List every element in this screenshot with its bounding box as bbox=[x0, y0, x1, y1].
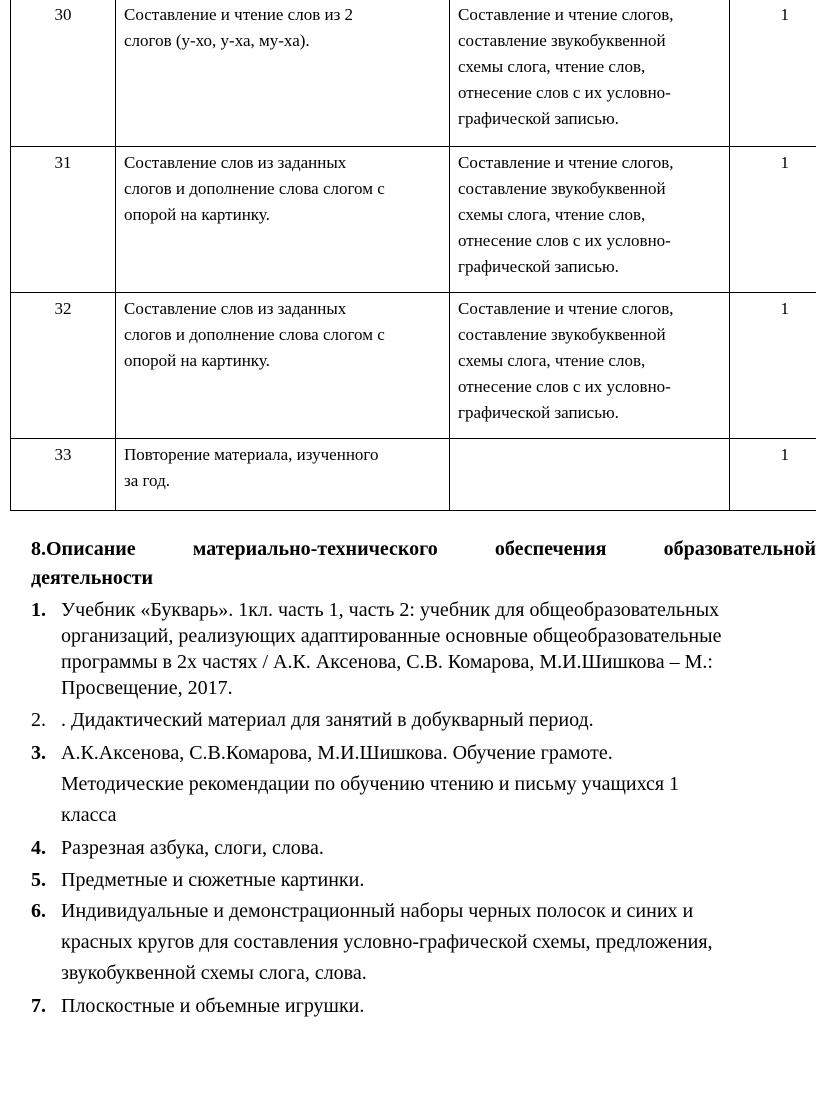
lesson-number: 31 bbox=[11, 147, 116, 293]
section-heading: 8.Описание материально-технического обеспечения образовательной bbox=[31, 538, 816, 560]
section-heading-continuation: деятельности bbox=[31, 567, 154, 589]
list-marker: 3. bbox=[31, 742, 46, 764]
list-item-text: . Дидактический материал для занятий в добукварный период. bbox=[61, 709, 594, 731]
list-item-text: Индивидуальные и демонстрационный наборы черных полосок и синих и красных кругов для составления условно-графической схемы, предложения, звукобуквенной схемы слога, слова. bbox=[61, 900, 713, 984]
resource-list bbox=[31, 597, 816, 1021]
list-marker: 7. bbox=[31, 995, 46, 1017]
materials-section bbox=[31, 535, 816, 1021]
lesson-hours: 1 bbox=[730, 0, 816, 147]
list-marker: 4. bbox=[31, 837, 46, 859]
lesson-number: 30 bbox=[11, 0, 116, 147]
list-marker: 6. bbox=[31, 900, 46, 922]
lesson-plan-table bbox=[10, 0, 816, 511]
lesson-topic: Составление слов из заданных слогов и дополнение слова слогом с опорой на картинку. bbox=[116, 293, 450, 439]
lesson-number: 32 bbox=[11, 293, 116, 439]
table-row bbox=[11, 293, 816, 439]
list-marker: 1. bbox=[31, 599, 46, 621]
list-marker: 2. bbox=[31, 709, 46, 731]
lesson-topic: Повторение материала, изученного за год. bbox=[116, 439, 450, 511]
table-row bbox=[11, 147, 816, 293]
list-item bbox=[31, 738, 816, 831]
list-marker: 5. bbox=[31, 869, 46, 891]
lesson-activities: Составление и чтение слогов, составление звукобуквенной схемы слога, чтение слов, отнесение слов с их условно- графической записью. bbox=[450, 293, 730, 439]
lesson-topic: Составление слов из заданных слогов и дополнение слова слогом с опорой на картинку. bbox=[116, 147, 450, 293]
lesson-activities bbox=[450, 439, 730, 511]
list-item bbox=[31, 991, 816, 1021]
list-item-text: Учебник «Букварь». 1кл. часть 1, часть 2: учебник для общеобразовательных организаций, реализующих адаптированные основные общеобразовательные программы в 2х частях / А.К. Аксенова, С.В. Комарова, М.И.Шишкова – М.: Просвещение, 2017. bbox=[61, 599, 722, 699]
list-item-text: А.К.Аксенова, С.В.Комарова, М.И.Шишкова. Обучение грамоте. Методические рекомендации по обучению чтению и письму учащихся 1 класса bbox=[61, 742, 680, 826]
list-item bbox=[31, 896, 816, 989]
table-row bbox=[11, 439, 816, 511]
list-item bbox=[31, 865, 816, 895]
list-item-text: Плоскостные и объемные игрушки. bbox=[61, 995, 365, 1017]
lesson-activities: Составление и чтение слогов, составление звукобуквенной схемы слога, чтение слов, отнесение слов с их условно- графической записью. bbox=[450, 147, 730, 293]
table-row bbox=[11, 0, 816, 147]
lesson-activities: Составление и чтение слогов, составление звукобуквенной схемы слога, чтение слов, отнесение слов с их условно- графической записью. bbox=[450, 0, 730, 147]
lesson-topic: Составление и чтение слов из 2 слогов (у-хо, у-ха, му-ха). bbox=[116, 0, 450, 147]
lesson-hours: 1 bbox=[730, 439, 816, 511]
lesson-number: 33 bbox=[11, 439, 116, 511]
lesson-hours: 1 bbox=[730, 293, 816, 439]
lesson-hours: 1 bbox=[730, 147, 816, 293]
list-item bbox=[31, 833, 816, 863]
list-item bbox=[31, 597, 816, 701]
list-item-text: Предметные и сюжетные картинки. bbox=[61, 869, 365, 891]
list-item-text: Разрезная азбука, слоги, слова. bbox=[61, 837, 324, 859]
list-item bbox=[31, 706, 816, 734]
